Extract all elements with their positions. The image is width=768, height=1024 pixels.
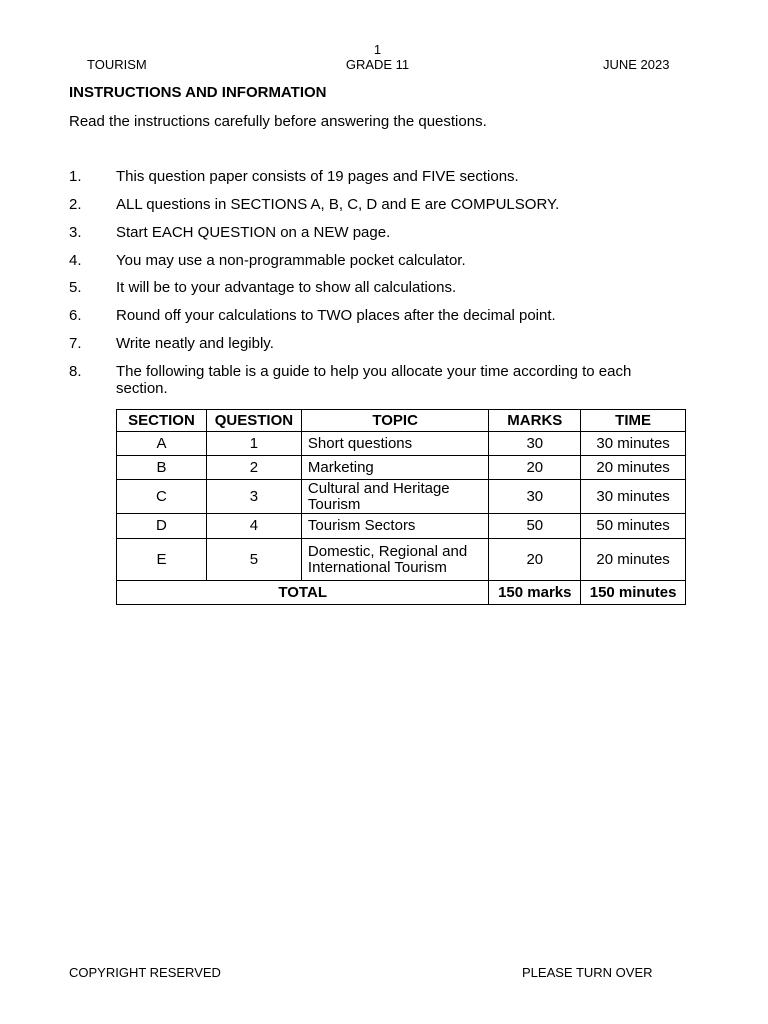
instruction-number: 6. xyxy=(69,307,82,324)
cell-topic: Marketing xyxy=(301,456,488,480)
instruction-item xyxy=(69,252,679,269)
column-header-marks: MARKS xyxy=(489,410,581,432)
cell-section: E xyxy=(117,539,207,581)
instruction-text: ALL questions in SECTIONS A, B, C, D and E are COMPULSORY. xyxy=(116,196,560,213)
column-header-section: SECTION xyxy=(117,410,207,432)
column-header-topic: TOPIC xyxy=(301,410,488,432)
cell-section: B xyxy=(117,456,207,480)
instruction-number: 2. xyxy=(69,196,82,213)
instruction-item xyxy=(69,224,679,241)
instruction-number: 7. xyxy=(69,335,82,352)
cell-section: C xyxy=(117,480,207,514)
cell-marks: 30 xyxy=(489,480,581,514)
cell-section: A xyxy=(117,432,207,456)
column-header-question: QUESTION xyxy=(206,410,301,432)
cell-time: 50 minutes xyxy=(581,514,686,539)
cell-marks: 20 xyxy=(489,539,581,581)
table-header-row xyxy=(117,410,686,432)
total-time: 150 minutes xyxy=(581,581,686,605)
section-heading: INSTRUCTIONS AND INFORMATION xyxy=(69,84,327,101)
cell-question: 2 xyxy=(206,456,301,480)
cell-question: 3 xyxy=(206,480,301,514)
column-header-time: TIME xyxy=(581,410,686,432)
instruction-item xyxy=(69,335,679,352)
instruction-item xyxy=(69,279,679,296)
instruction-text: Start EACH QUESTION on a NEW page. xyxy=(116,224,391,241)
footer-turn-over: PLEASE TURN OVER xyxy=(522,965,653,980)
table-row xyxy=(117,480,686,514)
total-marks: 150 marks xyxy=(489,581,581,605)
cell-question: 1 xyxy=(206,432,301,456)
table-row xyxy=(117,539,686,581)
instruction-text: This question paper consists of 19 pages and FIVE sections. xyxy=(116,168,519,185)
intro-text: Read the instructions carefully before answering the questions. xyxy=(69,113,487,130)
cell-question: 4 xyxy=(206,514,301,539)
instruction-number: 4. xyxy=(69,252,82,269)
cell-time: 20 minutes xyxy=(581,539,686,581)
instruction-item xyxy=(69,168,679,185)
time-allocation-table xyxy=(116,409,686,605)
instruction-item xyxy=(69,196,679,213)
instruction-text: It will be to your advantage to show all calculations. xyxy=(116,279,457,296)
table-row xyxy=(117,514,686,539)
cell-topic: Domestic, Regional and International Tourism xyxy=(301,539,488,581)
cell-question: 5 xyxy=(206,539,301,581)
instruction-text: The following table is a guide to help you allocate your time according to each section. xyxy=(116,363,632,397)
instruction-number: 5. xyxy=(69,279,82,296)
instruction-item xyxy=(69,363,679,397)
header-subject: TOURISM xyxy=(87,57,147,72)
instruction-number: 1. xyxy=(69,168,82,185)
instruction-text: Write neatly and legibly. xyxy=(116,335,274,352)
cell-topic: Short questions xyxy=(301,432,488,456)
instruction-number: 8. xyxy=(69,363,82,380)
table-row xyxy=(117,456,686,480)
header-grade: GRADE 11 xyxy=(345,57,410,72)
header-date: JUNE 2023 xyxy=(603,57,670,72)
page-number: 1 xyxy=(373,42,382,57)
cell-time: 30 minutes xyxy=(581,480,686,514)
table-row xyxy=(117,432,686,456)
table-total-row xyxy=(117,581,686,605)
instruction-text: Round off your calculations to TWO places after the decimal point. xyxy=(116,307,556,324)
instruction-number: 3. xyxy=(69,224,82,241)
cell-section: D xyxy=(117,514,207,539)
cell-time: 30 minutes xyxy=(581,432,686,456)
cell-topic: Cultural and Heritage Tourism xyxy=(301,480,488,514)
cell-topic: Tourism Sectors xyxy=(301,514,488,539)
cell-marks: 30 xyxy=(489,432,581,456)
total-label: TOTAL xyxy=(117,581,489,605)
cell-marks: 50 xyxy=(489,514,581,539)
cell-time: 20 minutes xyxy=(581,456,686,480)
instruction-item xyxy=(69,307,679,324)
instruction-text: You may use a non-programmable pocket calculator. xyxy=(116,252,466,269)
cell-marks: 20 xyxy=(489,456,581,480)
footer-copyright: COPYRIGHT RESERVED xyxy=(69,965,221,980)
